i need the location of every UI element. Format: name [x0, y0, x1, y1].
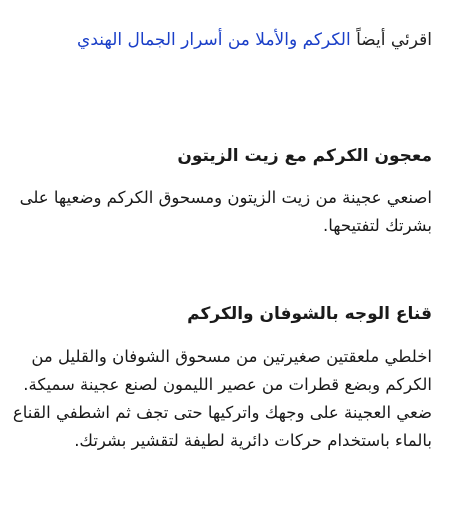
related-lead-text: اقرئي أيضاً: [350, 30, 432, 50]
section-heading-oat-turmeric-mask: قناع الوجه بالشوفان والكركم: [187, 304, 432, 324]
section-paragraph-oat-turmeric-mask: اخلطي ملعقتين صغيرتين من مسحوق الشوفان والقليل من الكركم وبضع قطرات من عصير الليمون لصنع عجينة سميكة. ضعي العجينة على وجهك واتركيها حتى تجف ثم اشطفي القناع بالماء باستخدام حركات دائرية لطيفة لتقشير بشرتك.: [12, 347, 432, 450]
related-article: [40, 26, 432, 54]
section-paragraph-turmeric-olive-oil: اصنعي عجينة من زيت الزيتون ومسحوق الكركم وضعيها على بشرتك لتفتيحها.: [19, 188, 432, 235]
section-heading-turmeric-olive-oil: معجون الكركم مع زيت الزيتون: [177, 146, 432, 166]
related-article-link[interactable]: الكركم والأملا من أسرار الجمال الهندي: [77, 30, 351, 50]
